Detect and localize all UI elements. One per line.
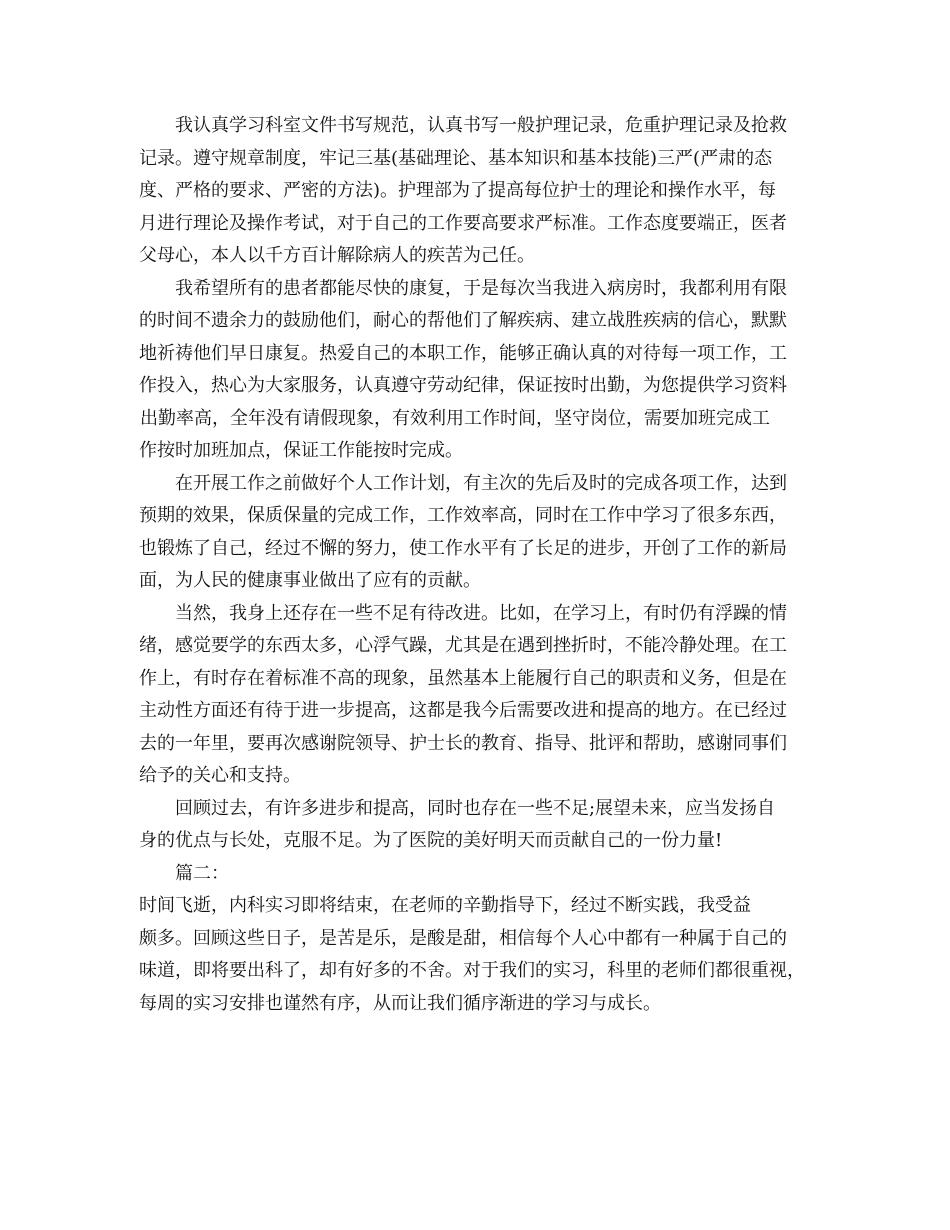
- paragraph-2-line-4: 作投入，热心为大家服务，认真遵守劳动纪律，保证按时出勤，为您提供学习资料: [139, 375, 787, 396]
- paragraph-7-line-2: 颇多。回顾这些日子，是苦是乐，是酸是甜，相信每个人心中都有一种属于自己的: [139, 927, 787, 949]
- paragraph-1-line-3: 度、严格的要求、严密的方法)。护理部为了提高每位护士的理论和操作水平，每: [139, 180, 777, 201]
- paragraph-4-line-2: 绪，感觉要学的东西太多，心浮气躁，尤其是在遇到挫折时，不能冷静处理。在工: [139, 635, 787, 656]
- paragraph-3-line-4: 面，为人民的健康事业做出了应有的贡献。: [139, 570, 481, 591]
- paragraph-2-line-5: 出勤率高，全年没有请假现象，有效利用工作时间，坚守岗位，需要加班完成工: [140, 407, 770, 429]
- paragraph-4-line-4: 主动性方面还有待于进一步提高，这都是我今后需要改进和提高的地方。在已经过: [139, 700, 787, 721]
- paragraph-1-line-5: 父母心，本人以千方百计解除病人的疾苦为己任。: [139, 245, 535, 266]
- paragraph-4-line-5: 去的一年里，要再次感谢院领导、护士长的教育、指导、批评和帮助，感谢同事们: [139, 732, 787, 754]
- paragraph-4-line-1: 当然，我身上还存在一些不足有待改进。比如，在学习上，有时仍有浮躁的情: [175, 602, 787, 624]
- paragraph-7-line-4: 每周的实习安排也谨然有序，从而让我们循序渐进的学习与成长。: [139, 992, 661, 1014]
- paragraph-4-line-6: 给予的关心和支持。: [139, 765, 301, 786]
- paragraph-7-line-1: 时间飞逝，内科实习即将结束，在老师的辛勤指导下，经过不断实践，我受益: [139, 895, 751, 916]
- paragraph-1-line-4: 月进行理论及操作考试，对于自己的工作要高要求严标准。工作态度要端正，医者: [139, 212, 787, 234]
- paragraph-7-line-3: 味道，即将要出科了，却有好多的不舍。对于我们的实习，科里的老师们都很重视，: [139, 960, 805, 981]
- paragraph-2-line-6: 作按时加班加点，保证工作能按时完成。: [139, 440, 463, 461]
- paragraph-1-line-2: 记录。遵守规章制度，牢记三基(基础理论、基本知识和基本技能)三严(严肃的态: [139, 147, 773, 169]
- paragraph-3-line-3: 也锻炼了自己，经过不懈的努力，使工作水平有了长足的进步，开创了工作的新局: [139, 537, 787, 559]
- paragraph-3-line-2: 预期的效果，保质保量的完成工作，工作效率高，同时在工作中学习了很多东西，: [139, 505, 787, 526]
- paragraph-5-line-2: 身的优点与长处，克服不足。为了医院的美好明天而贡献自己的一份力量!: [139, 830, 723, 851]
- paragraph-1-line-1: 我认真学习科室文件书写规范，认真书写一般护理记录，危重护理记录及抢救: [175, 115, 787, 136]
- document-body: [139, 110, 823, 1020]
- paragraph-2-line-2: 的时间不遗余力的鼓励他们，耐心的帮他们了解疾病、建立战胜疾病的信心，默默: [139, 310, 787, 331]
- section-heading: 篇二：: [175, 862, 229, 884]
- paragraph-4-line-3: 作上，有时存在着标准不高的现象，虽然基本上能履行自己的职责和义务，但是在: [139, 667, 787, 689]
- paragraph-3-line-1: 在开展工作之前做好个人工作计划，有主次的先后及时的完成各项工作，达到: [175, 472, 787, 494]
- paragraph-2-line-5-wrapper: [139, 403, 823, 436]
- paragraph-2-line-3: 地祈祷他们早日康复。热爱自己的本职工作，能够正确认真的对待每一项工作，工: [139, 342, 787, 364]
- paragraph-5-line-1: 回顾过去，有许多进步和提高，同时也存在一些不足;展望未来，应当发扬自: [175, 797, 776, 819]
- paragraph-2-line-1: 我希望所有的患者都能尽快的康复，于是每次当我进入病房时，我都利用有限: [175, 277, 787, 299]
